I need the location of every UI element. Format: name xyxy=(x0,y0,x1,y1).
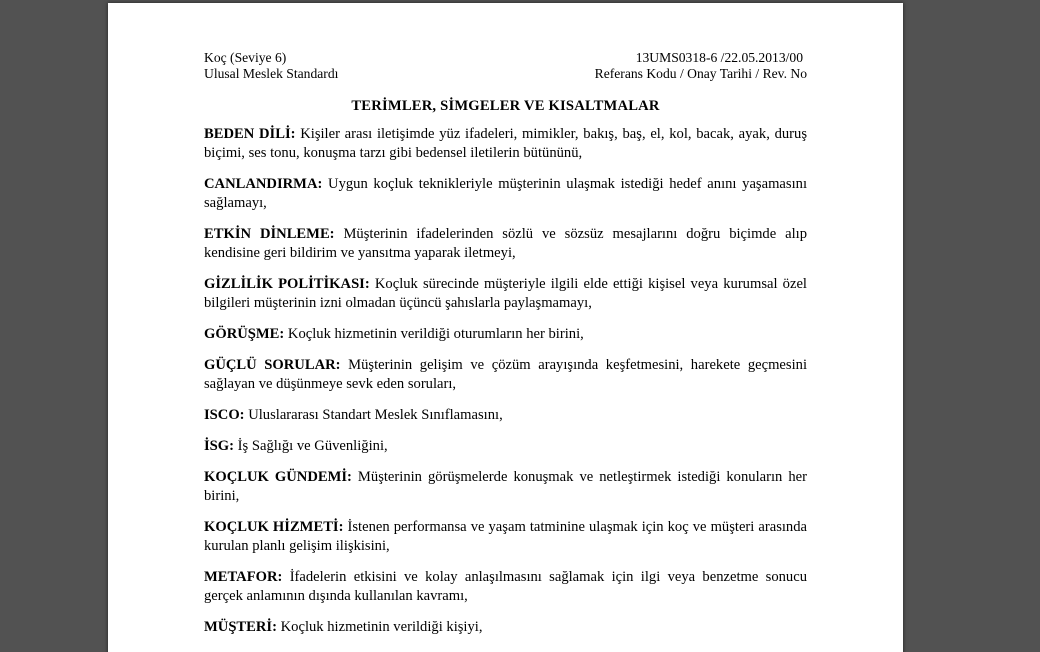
glossary-entry xyxy=(204,125,807,163)
header-standard-type: Ulusal Meslek Standardı xyxy=(204,66,339,81)
header-reference-caption: Referans Kodu / Onay Tarihi / Rev. No xyxy=(594,66,807,81)
glossary-entry xyxy=(204,468,807,506)
glossary-entry xyxy=(204,437,807,456)
glossary-definition: Kişiler arası iletişimde yüz ifadeleri, mimikler, bakış, baş, el, kol, bacak, ayak, duruş biçimi, ses tonu, konuşma tarzı gibi bedensel iletilerin bütününü, xyxy=(204,126,807,161)
glossary-term: MÜŞTERİ: xyxy=(204,619,277,635)
page-title: TERİMLER, SİMGELER VE KISALTMALAR xyxy=(351,98,660,114)
glossary-entry xyxy=(204,568,807,606)
glossary-term: GÜÇLÜ SORULAR: xyxy=(204,357,341,373)
glossary-definition: Uygun koçluk teknikleriyle müşterinin ulaşmak istediği hedef anını yaşamasını sağlamayı, xyxy=(204,176,807,211)
glossary-definition: İş Sağlığı ve Güvenliğini, xyxy=(234,438,388,454)
glossary-definition: Uluslararası Standart Meslek Sınıflamasını, xyxy=(244,407,503,423)
glossary-definition: Müşterinin görüşmelerde konuşmak ve netleştirmek istediği konuların her birini, xyxy=(204,469,807,504)
glossary-term: CANLANDIRMA: xyxy=(204,176,323,192)
glossary-term: ETKİN DİNLEME: xyxy=(204,226,335,242)
glossary-entry xyxy=(204,406,807,425)
header-reference-code: 13UMS0318-6 /22.05.2013/00 xyxy=(635,50,803,65)
glossary-term: METAFOR: xyxy=(204,569,283,585)
page-content xyxy=(204,50,807,649)
glossary-entry xyxy=(204,618,807,637)
glossary-entry xyxy=(204,275,807,313)
glossary-definition: İfadelerin etkisini ve kolay anlaşılmasını sağlamak için ilgi veya benzetme sonucu gerçek anlamının dışında kullanılan kavramı, xyxy=(204,569,807,604)
glossary-term: ISCO: xyxy=(204,407,245,423)
glossary-term: KOÇLUK GÜNDEMİ: xyxy=(204,469,352,485)
header-standard-name: Koç (Seviye 6) xyxy=(204,50,287,65)
glossary-term: KOÇLUK HİZMETİ: xyxy=(204,519,344,535)
glossary-term: BEDEN DİLİ: xyxy=(204,126,296,142)
header-row-2 xyxy=(204,66,807,82)
glossary-entry xyxy=(204,356,807,394)
glossary-definition: Koçluk hizmetinin verildiği kişiyi, xyxy=(276,619,483,635)
glossary-definition: Koçluk hizmetinin verildiği oturumların her birini, xyxy=(284,326,584,342)
glossary-definition: Müşterinin ifadelerinden sözlü ve sözsüz mesajlarını doğru biçimde alıp kendisine geri bildirim ve yansıtma yaparak iletmeyi, xyxy=(204,226,807,261)
glossary-entry xyxy=(204,325,807,344)
glossary-definition: Müşterinin gelişim ve çözüm arayışında keşfetmesini, harekete geçmesini sağlayan ve düşünmeye sevk eden soruları, xyxy=(204,357,807,392)
glossary-entry xyxy=(204,518,807,556)
document-page xyxy=(108,3,903,652)
glossary-term: İSG: xyxy=(204,438,235,454)
glossary-definition: İstenen performansa ve yaşam tatminine ulaşmak için koç ve müşteri arasında kurulan planlı gelişim ilişkisini, xyxy=(204,519,808,554)
glossary-term: GİZLİLİK POLİTİKASI: xyxy=(204,276,370,292)
glossary-definition: Koçluk sürecinde müşteriyle ilgili elde ettiği kişisel veya kurumsal özel bilgileri müşterinin izni olmadan üçüncü şahıslarla paylaşmamayı, xyxy=(204,276,807,311)
header-row-1 xyxy=(204,50,807,66)
glossary-entry xyxy=(204,225,807,263)
glossary-term: GÖRÜŞME: xyxy=(204,326,285,342)
glossary-entry xyxy=(204,175,807,213)
